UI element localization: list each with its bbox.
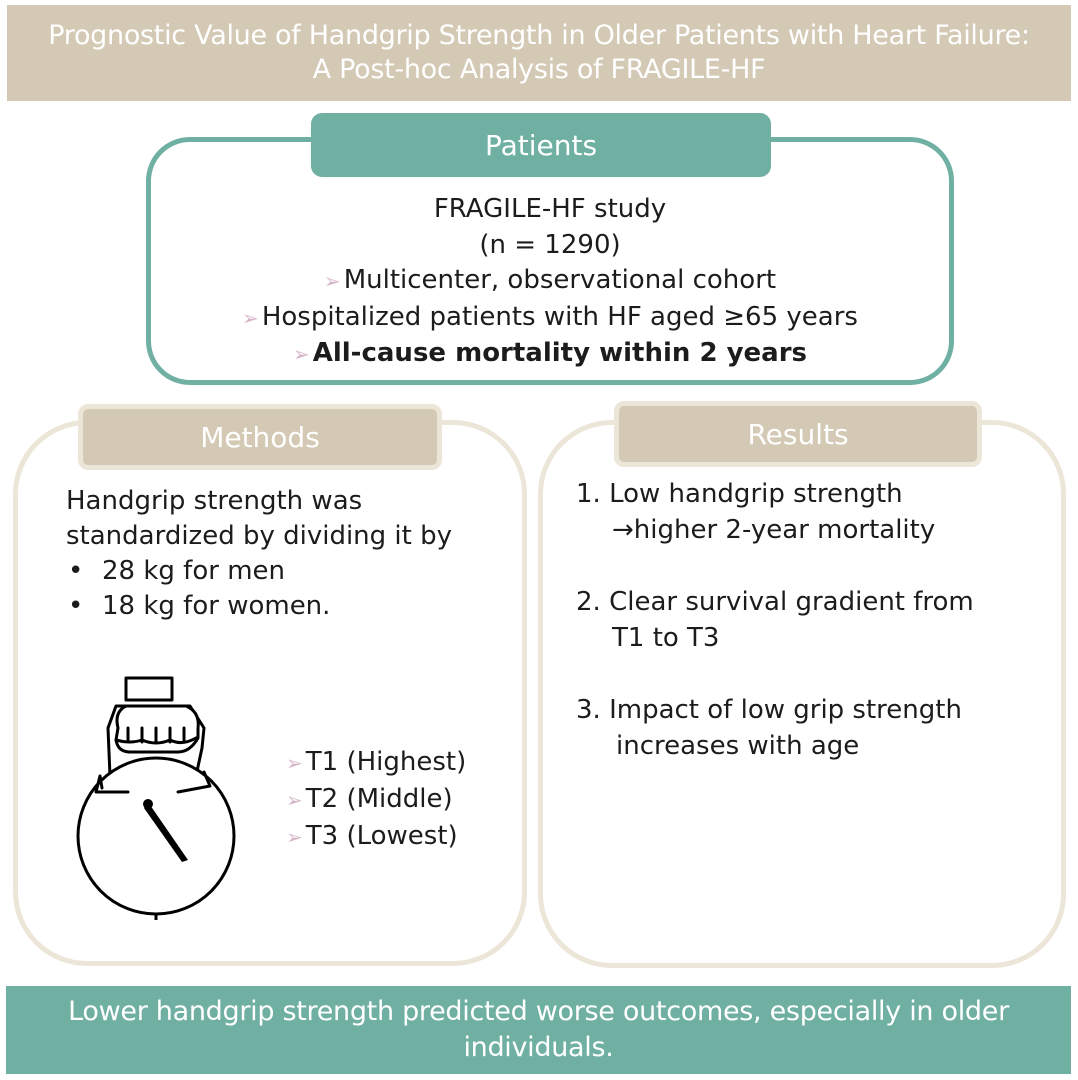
tertile-t1	[286, 744, 506, 781]
result-number: 2.	[576, 587, 601, 617]
page-title: Prognostic Value of Handgrip Strength in Older Patients with Heart Failure: A Post-hoc Analysis of FRAGILE-HF	[48, 20, 1030, 85]
results-header	[614, 401, 982, 467]
list-item-text: 18 kg for women.	[102, 591, 331, 621]
patients-point-text: All-cause mortality within 2 years	[312, 338, 808, 368]
methods-list	[66, 554, 516, 624]
patients-body	[160, 192, 940, 373]
arrow-bullet-icon: ➢	[286, 751, 303, 775]
list-item	[66, 554, 516, 589]
patients-header	[311, 113, 771, 177]
tertile-list	[286, 744, 506, 855]
methods-header-label: Methods	[200, 420, 320, 454]
patients-point-2	[160, 300, 940, 337]
methods-intro-line-1: Handgrip strength was	[66, 486, 363, 516]
conclusion-text: Lower handgrip strength predicted worse outcomes, especially in older individuals.	[68, 996, 1009, 1063]
result-item-1	[576, 476, 1046, 548]
patients-header-label: Patients	[484, 128, 598, 162]
tertile-t2	[286, 781, 506, 818]
tertile-t3	[286, 818, 506, 855]
list-item-text: 28 kg for men	[102, 556, 285, 586]
result-item-3	[576, 692, 1046, 764]
bullet-icon: •	[68, 556, 84, 586]
arrow-bullet-icon: ➢	[286, 788, 303, 812]
study-name: FRAGILE-HF study	[433, 194, 667, 224]
results-list	[576, 476, 1046, 800]
arrow-bullet-icon: ➢	[323, 269, 341, 293]
result-line-1: Low handgrip strength	[609, 479, 903, 509]
bullet-icon: •	[68, 591, 84, 621]
arrow-bullet-icon: ➢	[242, 305, 259, 330]
methods-header	[78, 404, 442, 470]
title-bar	[7, 5, 1071, 101]
sample-size: (n = 1290)	[479, 229, 621, 260]
patients-point-3	[160, 336, 940, 373]
result-item-2	[576, 584, 1046, 656]
tertile-label: T2 (Middle)	[305, 784, 453, 814]
patients-point-text: Hospitalized patients with HF aged ≥65 years	[261, 301, 858, 332]
result-line-1: Impact of low grip strength	[609, 695, 962, 725]
patients-point-1	[160, 263, 940, 300]
methods-text	[66, 484, 516, 624]
result-line-2: increases with age	[616, 731, 860, 761]
tertile-label: T3 (Lowest)	[305, 821, 458, 851]
handgrip-dynamometer-icon	[70, 676, 250, 920]
result-line-2: T1 to T3	[612, 623, 720, 653]
result-line-2: →higher 2-year mortality	[612, 515, 936, 545]
tertile-label: T1 (Highest)	[305, 747, 467, 777]
arrow-bullet-icon: ➢	[286, 825, 303, 849]
arrow-bullet-icon: ➢	[292, 342, 310, 366]
patients-point-text: Multicenter, observational cohort	[343, 265, 777, 295]
result-number: 3.	[576, 695, 601, 725]
list-item	[66, 589, 516, 624]
results-header-label: Results	[747, 417, 849, 451]
result-line-1: Clear survival gradient from	[609, 587, 974, 617]
result-number: 1.	[576, 479, 601, 509]
methods-intro-line-2: standardized by dividing it by	[66, 521, 453, 551]
conclusion-bar	[6, 986, 1071, 1074]
